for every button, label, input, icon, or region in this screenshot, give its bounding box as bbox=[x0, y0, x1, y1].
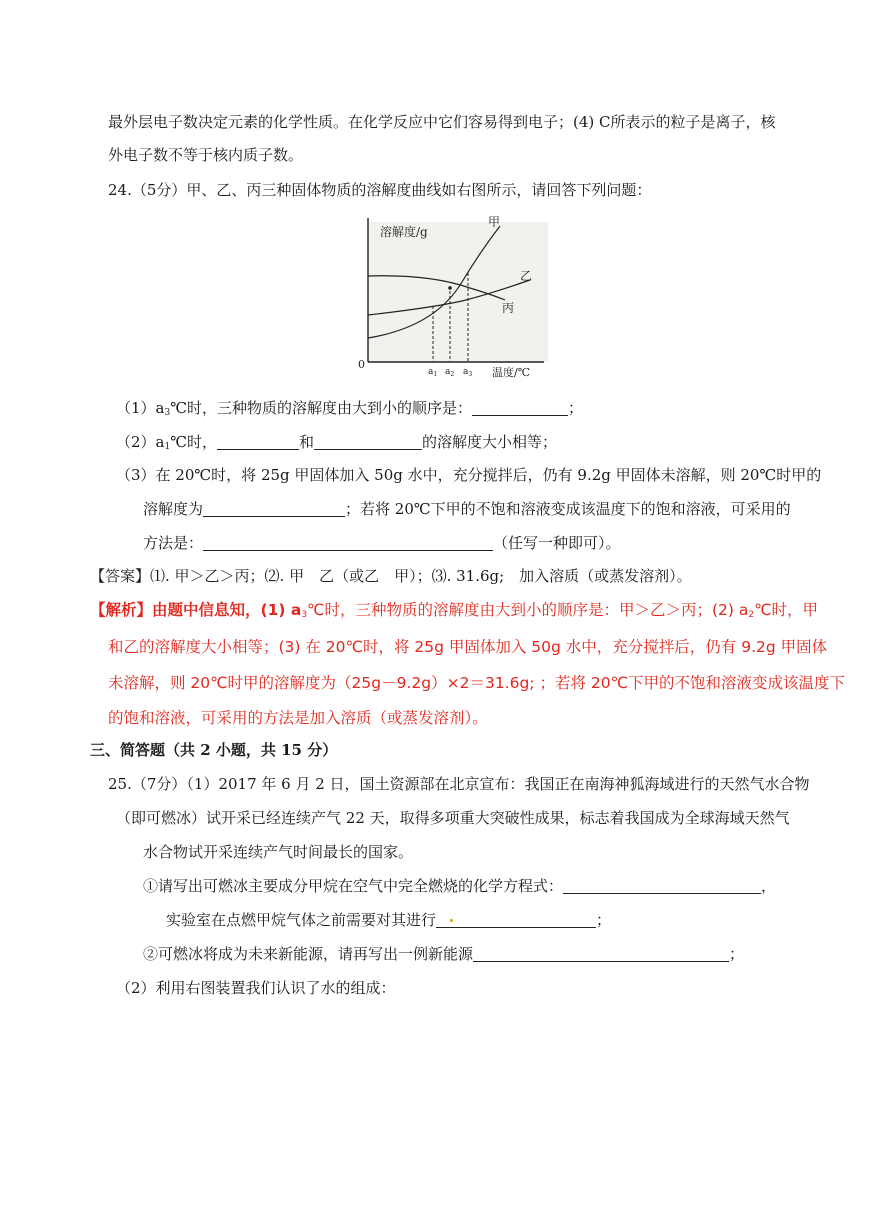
x-axis-label: 温度/℃ bbox=[492, 366, 531, 379]
label-jia: 甲 bbox=[488, 215, 501, 229]
question-24-part-3-line-3: 方法是： （任写一种即可）。 bbox=[143, 534, 621, 552]
answer-blank[interactable] bbox=[217, 433, 299, 450]
question-25-line: 水合物试开采连续产气时间最长的国家。 bbox=[143, 843, 414, 861]
answer-blank[interactable] bbox=[203, 500, 345, 517]
question-24-part-3-line-2: 溶解度为 ；若将 20℃下甲的不饱和溶液变成该温度下的饱和溶液，可采用的 bbox=[143, 500, 791, 518]
question-24-heading: 24.（5分）甲、乙、丙三种固体物质的溶解度曲线如右图所示，请回答下列问题： bbox=[108, 181, 652, 199]
origin-label: 0 bbox=[358, 358, 365, 371]
question-24-part-1: $(1)a_3℃$时，三种物质的溶解度由大到小的顺序是： ； bbox=[116, 399, 584, 418]
analysis-line: 的饱和溶液，可采用的方法是加入溶质（或蒸发溶剂）。 bbox=[108, 709, 488, 727]
answer-blank[interactable] bbox=[473, 945, 729, 962]
analysis-line: 和乙的溶解度大小相等；(3) 在 20℃时，将 25g 甲固体加入 50g 水中，充分搅拌后，仍有 9.2g 甲固体 bbox=[108, 638, 828, 656]
question-25-part-2: （2）利用右图装置我们认识了水的组成： bbox=[116, 979, 396, 997]
question-24-part-2: $(2)a_1℃$时， 和 的溶解度大小相等； bbox=[116, 433, 558, 452]
answer-blank[interactable] bbox=[472, 399, 568, 416]
question-24-part-3: （3）在 20℃时，将 25g 甲固体加入 50g 水中，充分搅拌后，仍有 9.2g 甲固体未溶解，则 20℃时甲的 bbox=[116, 466, 822, 484]
question-25-line: 25.（7分）（1）2017 年 6 月 2 日，国土资源部在北京宣布：我国正在南海神狐海域进行的天然气水合物 bbox=[108, 775, 810, 793]
analysis-line: 未溶解，则 20℃时甲的溶解度为（25g－9.2g）×2＝31.6g; ；若将 20℃下甲的不饱和溶液变成该温度下 bbox=[108, 674, 846, 692]
question-25-sub-2: ②可燃冰将成为未来新能源，请再写出一例新能源 ； bbox=[143, 945, 745, 963]
analysis-line: 【解析】由题中信息知，(1) $a_3℃$时，三种物质的溶解度由大到小的顺序是：甲＞乙＞丙；(2) $a_2℃$时，甲 bbox=[90, 601, 818, 620]
question-25-sub-1: ①请写出可燃冰主要成分甲烷在空气中完全燃烧的化学方程式： ， bbox=[143, 877, 777, 895]
label-bing: 丙 bbox=[502, 301, 515, 315]
text-line: 最外层电子数决定元素的化学性质。在化学反应中它们容易得到电子；(4) C所表示的粒子是离子，核 bbox=[108, 113, 776, 131]
question-25-sub-1-line-2: 实验室在点燃甲烷气体之前需要对其进行 ； bbox=[166, 911, 612, 929]
section-heading: 三、简答题（共 2 小题，共 15 分） bbox=[90, 741, 338, 759]
answer-blank[interactable] bbox=[203, 534, 493, 551]
answer-blank[interactable] bbox=[436, 911, 596, 928]
tick-a3: $a_3$ bbox=[463, 367, 473, 378]
label-yi: 乙 bbox=[520, 269, 533, 283]
intersection-point bbox=[448, 286, 452, 290]
tick-a1: $a_1$ bbox=[428, 367, 438, 378]
tick-a2: $a_2$ bbox=[445, 367, 455, 378]
y-axis-label: 溶解度/g bbox=[380, 225, 428, 239]
solubility-curve-chart bbox=[340, 212, 560, 384]
answer-blank[interactable] bbox=[563, 877, 761, 894]
question-25-line: （即可燃冰）试开采已经连续产气 22 天，取得多项重大突破性成果，标志着我国成为全球海域天然气 bbox=[116, 809, 790, 827]
answer-line: 【答案】⑴. 甲＞乙＞丙；⑵. 甲 乙（或乙 甲）；⑶. 31.6g; 加入溶质（或蒸发溶剂）。 bbox=[90, 567, 692, 585]
text-line: 外电子数不等于核内质子数。 bbox=[108, 146, 304, 164]
answer-blank[interactable] bbox=[314, 433, 422, 450]
